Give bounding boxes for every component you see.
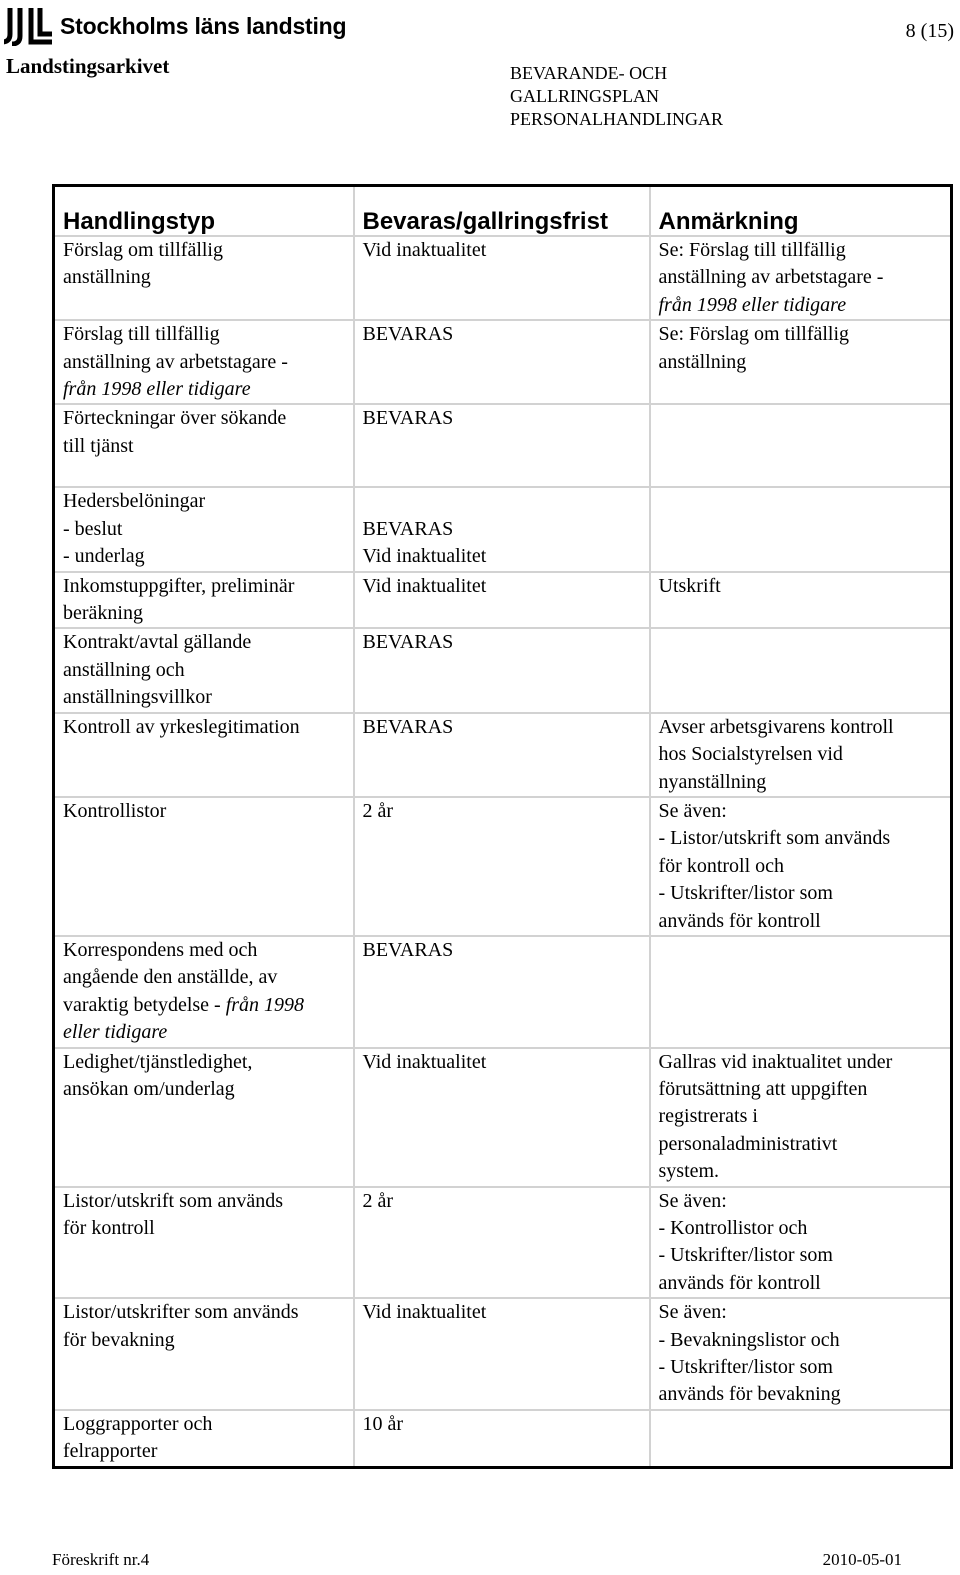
cell-note	[650, 487, 952, 571]
cell-type	[54, 1298, 354, 1410]
cell-keep	[354, 713, 650, 797]
cell-line	[363, 488, 643, 515]
cell-line: Vid inaktualitet	[362, 239, 487, 261]
column-header-retention: Bevaras/gallringsfrist	[354, 186, 650, 237]
cell-line: registrerats i	[658, 1105, 758, 1128]
footer-date: 2010-05-01	[822, 1550, 902, 1569]
cell-line: angående den anställde, av	[63, 966, 278, 989]
cell-line: för kontroll och	[658, 854, 785, 877]
table-row	[54, 572, 952, 629]
table-row	[54, 236, 952, 320]
cell-line: Vid inaktualitet	[362, 1301, 487, 1324]
footer-regulation: Föreskrift nr.4	[52, 1550, 150, 1569]
cell-type	[54, 320, 354, 404]
cell-line: 10 år	[362, 1412, 404, 1435]
cell-line: Ledighet/tjänstledighet,	[63, 1050, 253, 1073]
cell-line: 2 år	[362, 799, 394, 822]
cell-note	[650, 628, 952, 712]
cell-line: Loggrapporter och	[63, 1412, 213, 1435]
cell-line: BEVARAS	[362, 517, 454, 540]
cell-line: BEVARAS	[362, 938, 454, 961]
cell-line: Korrespondens med och	[63, 938, 258, 961]
cell-line: felrapporter	[63, 1440, 158, 1463]
document-title-line: BEVARANDE- OCH	[510, 63, 668, 83]
table-row	[54, 797, 952, 936]
cell-line: beräkning	[63, 602, 143, 625]
cell-line: Se även:	[658, 1301, 727, 1324]
cell-line: - Listor/utskrift som används	[658, 827, 891, 850]
cell-line: nyanställning	[658, 770, 767, 793]
cell-type	[54, 487, 354, 571]
document-title-line: GALLRINGSPLAN	[510, 86, 660, 106]
cell-line: - underlag	[63, 545, 145, 568]
cell-line: - beslut	[63, 517, 123, 540]
org-name: Stockholms läns landsting	[60, 12, 347, 39]
cell-note	[650, 1187, 952, 1299]
cell-line: eller tidigare	[63, 1021, 168, 1044]
cell-line: Se: Förslag om tillfällig	[658, 323, 850, 346]
cell-line: Kontroll av yrkeslegitimation	[63, 715, 300, 738]
cell-line: används för bevakning	[658, 1383, 841, 1406]
cell-type	[54, 1410, 354, 1468]
cell-line: Se: Förslag till tillfällig	[658, 239, 846, 261]
cell-line: 2 år	[362, 1189, 394, 1212]
sll-logo-icon	[4, 6, 54, 46]
cell-note	[650, 236, 952, 320]
cell-line: - Utskrifter/listor som	[658, 1356, 833, 1379]
cell-keep	[354, 936, 650, 1048]
cell-line: anställning	[63, 266, 151, 289]
cell-line: för bevakning	[63, 1328, 175, 1351]
cell-type	[54, 1187, 354, 1299]
cell-note	[650, 572, 952, 629]
cell-line: Inkomstuppgifter, preliminär	[63, 574, 295, 597]
cell-type	[54, 713, 354, 797]
cell-line: Kontrakt/avtal gällande	[63, 631, 252, 654]
cell-keep	[354, 320, 650, 404]
cell-line: anställning och	[63, 658, 185, 681]
cell-line: Kontrollistor	[63, 799, 167, 822]
cell-line: - Utskrifter/listor som	[658, 882, 833, 905]
cell-keep	[354, 572, 650, 629]
cell-type	[54, 404, 354, 487]
cell-line: BEVARAS	[362, 715, 454, 738]
cell-line: BEVARAS	[362, 323, 454, 346]
cell-line: - Utskrifter/listor som	[658, 1244, 833, 1267]
cell-type	[54, 628, 354, 712]
cell-note	[650, 1298, 952, 1410]
cell-keep	[354, 1048, 650, 1187]
cell-line: anställning	[658, 350, 747, 373]
cell-line: personaladministrativt	[658, 1132, 838, 1155]
cell-note	[650, 797, 952, 936]
cell-line: Se även:	[658, 799, 727, 822]
cell-line: anställning av arbetstagare -	[658, 266, 884, 289]
cell-line: BEVARAS	[362, 407, 454, 430]
column-header-note: Anmärkning	[650, 186, 952, 237]
cell-line: anställning av arbetstagare -	[63, 350, 288, 373]
cell-keep	[354, 1410, 650, 1468]
table-row	[54, 628, 952, 712]
cell-line: Vid inaktualitet	[362, 574, 487, 597]
cell-line: anställningsvillkor	[63, 686, 212, 709]
cell-keep	[354, 1187, 650, 1299]
cell-keep	[354, 404, 650, 487]
cell-keep	[354, 236, 650, 320]
cell-line: förutsättning att uppgiften	[658, 1077, 868, 1100]
cell-line: Hedersbelöningar	[63, 490, 206, 513]
cell-line: Utskrift	[658, 574, 721, 597]
cell-line: Förteckningar över sökande	[63, 407, 287, 430]
table-row	[54, 713, 952, 797]
cell-line: Vid inaktualitet	[362, 545, 487, 568]
cell-note	[650, 320, 952, 404]
retention-table	[52, 184, 953, 1469]
cell-line: Se även:	[658, 1189, 727, 1212]
archive-name: Landstingsarkivet	[6, 54, 170, 78]
cell-line: för kontroll	[63, 1217, 155, 1239]
cell-line: används för kontroll	[658, 1271, 821, 1294]
cell-line: Listor/utskrifter som används	[63, 1301, 299, 1324]
table-row	[54, 487, 952, 571]
cell-note	[650, 404, 952, 487]
document-title-line: PERSONALHANDLINGAR	[510, 109, 724, 129]
column-header-type: Handlingstyp	[54, 186, 354, 237]
cell-note	[650, 713, 952, 797]
cell-keep	[354, 1298, 650, 1410]
cell-type	[54, 797, 354, 936]
table-row	[54, 1048, 952, 1187]
cell-type	[54, 1048, 354, 1187]
cell-keep	[354, 797, 650, 936]
cell-line: - Bevakningslistor och	[658, 1328, 840, 1351]
table-row	[54, 404, 952, 487]
cell-note	[650, 1410, 952, 1468]
table-row	[54, 936, 952, 1048]
cell-line: Vid inaktualitet	[362, 1050, 487, 1073]
cell-line: varaktig betydelse - från 1998	[63, 993, 305, 1016]
cell-line: Förslag om tillfällig	[63, 239, 223, 261]
cell-keep	[354, 628, 650, 712]
page-number: 8 (15)	[905, 20, 954, 42]
cell-line: BEVARAS	[362, 631, 454, 654]
cell-line: Förslag till tillfällig	[63, 323, 220, 346]
cell-line: Gallras vid inaktualitet under	[658, 1050, 893, 1073]
header-logo	[4, 4, 346, 48]
document-title	[510, 62, 723, 131]
cell-line: används för kontroll	[658, 909, 821, 932]
table-row	[54, 320, 952, 404]
table-header-row	[54, 186, 952, 237]
table-row	[54, 1298, 952, 1410]
cell-line: Avser arbetsgivarens kontroll	[658, 715, 894, 738]
table-row	[54, 1187, 952, 1299]
cell-note	[650, 1048, 952, 1187]
cell-line: - Kontrollistor och	[658, 1217, 808, 1239]
cell-keep	[354, 487, 650, 571]
cell-line: system.	[658, 1160, 720, 1183]
cell-line: från 1998 eller tidigare	[63, 378, 251, 401]
cell-line: hos Socialstyrelsen vid	[658, 743, 843, 766]
cell-line: från 1998 eller tidigare	[658, 293, 847, 316]
cell-type	[54, 936, 354, 1048]
cell-type	[54, 236, 354, 320]
cell-note	[650, 936, 952, 1048]
table-row	[54, 1410, 952, 1468]
cell-line: ansökan om/underlag	[63, 1077, 235, 1100]
cell-line: till tjänst	[63, 434, 134, 457]
cell-type	[54, 572, 354, 629]
cell-line: Listor/utskrift som används	[63, 1189, 283, 1212]
